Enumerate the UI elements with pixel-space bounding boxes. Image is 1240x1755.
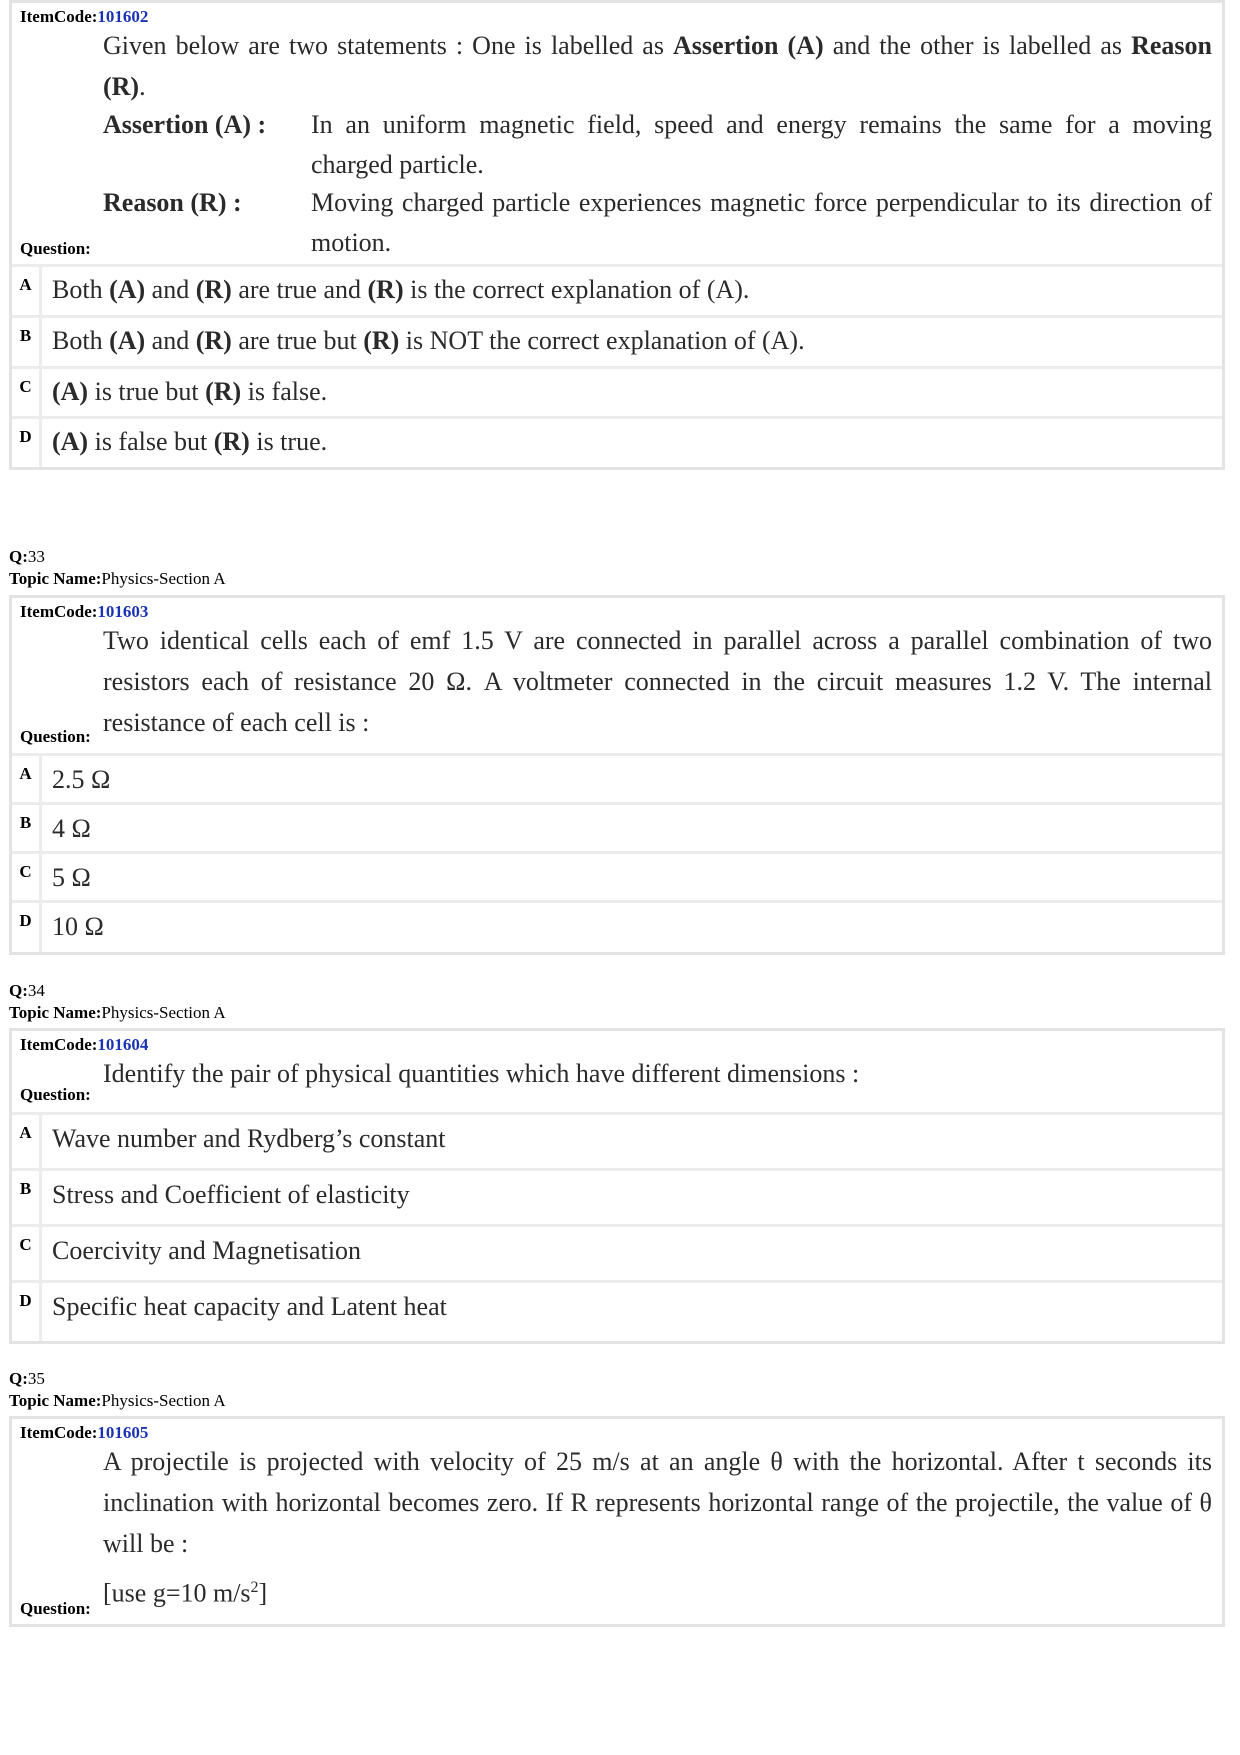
topic-name: Topic Name:Physics-Section A: [9, 1391, 226, 1410]
option-letter: A: [12, 1115, 42, 1168]
topic-name: Topic Name:Physics-Section A: [9, 1003, 226, 1022]
item-code: ItemCode:101603: [20, 602, 149, 621]
option-c[interactable]: [12, 366, 1222, 416]
option-text: Both (A) and (R) are true but (R) is NOT the correct explanation of (A).: [52, 326, 805, 355]
option-b[interactable]: [12, 802, 1222, 851]
option-b[interactable]: [12, 315, 1222, 366]
option-text: (A) is false but (R) is true.: [52, 427, 328, 456]
question-stem: Two identical cells each of emf 1.5 V are connected in parallel across a parallel combination of two resistors each of resistance 20 Ω. A voltmeter connected in the circuit measures 1.2 V. The internal resistance of each cell is :: [103, 626, 1212, 737]
option-text: 10 Ω: [52, 912, 104, 941]
option-letter: A: [12, 756, 42, 802]
question-card-35: [9, 1416, 1225, 1627]
question-label: Question:: [20, 727, 91, 746]
option-text: Coercivity and Magnetisation: [52, 1236, 362, 1265]
topic-name: Topic Name:Physics-Section A: [9, 569, 226, 588]
question-header-33: [9, 546, 226, 590]
question-number: Q:33: [9, 547, 45, 566]
item-code: ItemCode:101604: [20, 1035, 149, 1054]
option-letter: B: [12, 1171, 42, 1224]
assertion: [103, 105, 1212, 185]
option-text: 5 Ω: [52, 863, 91, 892]
question-card-33: [9, 595, 1225, 955]
option-letter: B: [12, 805, 42, 851]
option-a[interactable]: [12, 1112, 1222, 1168]
assertion-text: In an uniform magnetic field, speed and energy remains the same for a moving charged particle.: [311, 110, 1212, 179]
item-code: ItemCode:101605: [20, 1423, 149, 1442]
option-a[interactable]: [12, 264, 1222, 315]
option-c[interactable]: [12, 851, 1222, 900]
option-letter: C: [12, 369, 42, 416]
question-hint: [use g=10 $m/s^2$]: [103, 1578, 268, 1608]
reason: [103, 183, 1212, 263]
question-label: Question:: [20, 1599, 91, 1618]
question-label: Question:: [20, 1085, 91, 1104]
item-code-value: 101602: [97, 7, 149, 26]
assertion-label: Assertion (A) :: [103, 110, 267, 139]
option-text: 4 Ω: [52, 814, 91, 843]
option-text: Wave number and Rydberg’s constant: [52, 1124, 446, 1153]
option-text: Specific heat capacity and Latent heat: [52, 1292, 447, 1321]
option-d[interactable]: [12, 1280, 1222, 1341]
item-code-value: 101604: [97, 1035, 149, 1054]
option-letter: D: [12, 1283, 42, 1341]
option-letter: B: [12, 318, 42, 366]
option-letter: C: [12, 1227, 42, 1280]
question-card-34: [9, 1028, 1225, 1344]
option-a[interactable]: [12, 753, 1222, 802]
option-letter: D: [12, 903, 42, 952]
question-stem: Identify the pair of physical quantities which have different dimensions :: [103, 1059, 860, 1088]
option-letter: A: [12, 267, 42, 315]
option-d[interactable]: [12, 416, 1222, 467]
question-header-34: [9, 980, 226, 1024]
option-d[interactable]: [12, 900, 1222, 952]
option-b[interactable]: [12, 1168, 1222, 1224]
option-c[interactable]: [12, 1224, 1222, 1280]
item-code: ItemCode:101602: [20, 7, 149, 26]
question-number: Q:34: [9, 981, 45, 1000]
option-text: Both (A) and (R) are true and (R) is the correct explanation of (A).: [52, 275, 750, 304]
question-stem: Given below are two statements : One is labelled as Assertion (A) and the other is labelled as Reason (R).: [103, 31, 1212, 101]
question-card-32: [9, 0, 1225, 470]
question-stem: A projectile is projected with velocity of 25 m/s at an angle θ with the horizontal. After t seconds its inclination with horizontal becomes zero. If R represents horizontal range of the projectile, the value of θ will be :: [103, 1447, 1212, 1558]
option-text: (A) is true but (R) is false.: [52, 377, 328, 406]
item-code-value: 101603: [97, 602, 149, 621]
reason-label: Reason (R) :: [103, 188, 242, 217]
option-letter: C: [12, 854, 42, 900]
question-number: Q:35: [9, 1369, 45, 1388]
option-text: Stress and Coefficient of elasticity: [52, 1180, 410, 1209]
option-text: 2.5 Ω: [52, 765, 111, 794]
item-code-value: 101605: [97, 1423, 149, 1442]
question-label: Question:: [20, 239, 91, 258]
reason-text: Moving charged particle experiences magnetic force perpendicular to its direction of motion.: [311, 188, 1212, 257]
question-header-35: [9, 1368, 226, 1412]
option-letter: D: [12, 419, 42, 467]
